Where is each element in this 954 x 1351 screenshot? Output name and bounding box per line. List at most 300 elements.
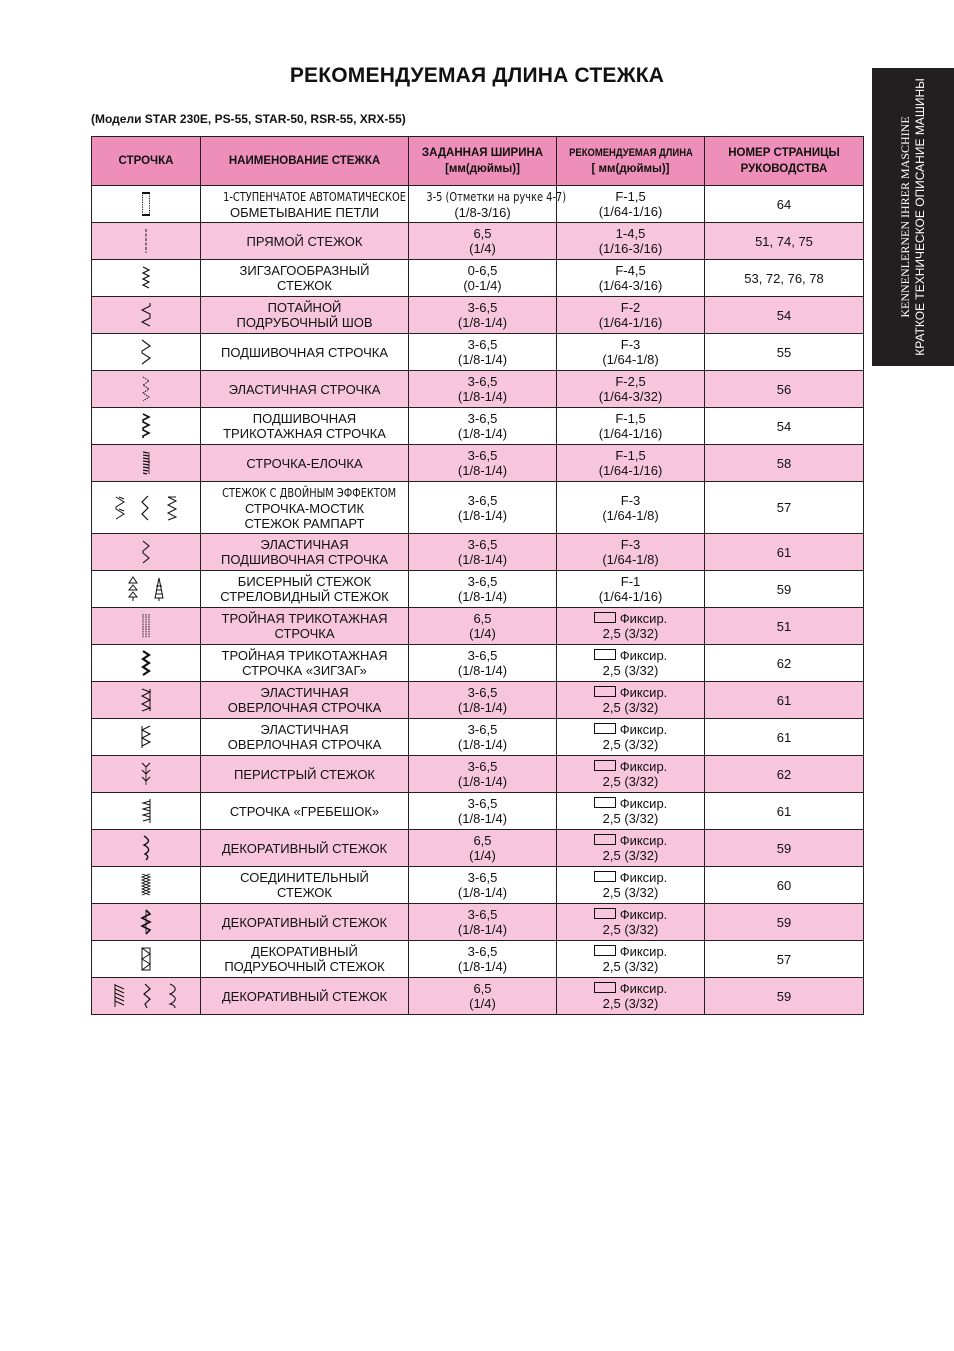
width-cell bbox=[409, 223, 557, 260]
decorative-a-icon bbox=[113, 983, 127, 1009]
manual-page-cell: 54 bbox=[705, 297, 864, 334]
stitch-name-line: ПОДШИВОЧНАЯ СТРОЧКА bbox=[220, 552, 389, 567]
manual-page-cell: 61 bbox=[705, 534, 864, 571]
length-cell bbox=[557, 756, 705, 793]
table-row bbox=[92, 371, 864, 408]
header-width-line-1: ЗАДАННАЯ ШИРИНА bbox=[421, 147, 544, 159]
width-value: (1/8-1/4) bbox=[457, 922, 508, 937]
length-value: F-1 bbox=[620, 574, 641, 589]
width-value: (1/8-1/4) bbox=[457, 737, 508, 752]
header-length-line-2: [ мм(дюймы)] bbox=[591, 163, 670, 175]
side-tab-line-2: КРАТКОЕ ТЕХНИЧЕСКОЕ ОПИСАНИЕ МАШИНЫ bbox=[913, 78, 927, 356]
stitch-icon-cell bbox=[92, 334, 201, 371]
stitch-name-cell bbox=[201, 978, 409, 1015]
fixed-setting-box-icon bbox=[594, 686, 616, 697]
stitch-name-cell bbox=[201, 260, 409, 297]
length-value: (1/64-1/16) bbox=[598, 589, 663, 604]
width-cell bbox=[409, 297, 557, 334]
width-value: (1/8-1/4) bbox=[457, 463, 508, 478]
width-cell bbox=[409, 867, 557, 904]
stitch-icon-cell bbox=[92, 645, 201, 682]
width-cell bbox=[409, 408, 557, 445]
fixed-setting-box-icon bbox=[594, 649, 616, 660]
manual-page-cell: 57 bbox=[705, 482, 864, 534]
knit-hem-icon bbox=[140, 413, 152, 439]
length-value: F-1,5 bbox=[615, 411, 646, 426]
stitch-name-line: БИСЕРНЫЙ СТЕЖОК bbox=[237, 574, 372, 589]
fixed-setting-box-icon bbox=[594, 945, 616, 956]
length-value: (1/64-1/8) bbox=[602, 352, 659, 367]
length-value: Фиксир. bbox=[559, 796, 702, 811]
stitch-icon-cell bbox=[92, 756, 201, 793]
fixed-setting-box-icon bbox=[594, 723, 616, 734]
stitch-name-cell bbox=[201, 904, 409, 941]
table-row bbox=[92, 867, 864, 904]
header-page-line-1: НОМЕР СТРАНИЦЫ bbox=[728, 147, 840, 159]
stitch-icon-cell bbox=[92, 978, 201, 1015]
stitch-name-line: ПЕРИСТРЫЙ СТЕЖОК bbox=[233, 766, 376, 782]
length-value: 1-4,5 bbox=[615, 226, 646, 241]
elastic-hem-icon bbox=[140, 539, 152, 565]
width-value: 6,5 bbox=[473, 611, 492, 626]
width-value: 3-6,5 bbox=[467, 411, 498, 426]
length-value: F-2 bbox=[620, 300, 641, 315]
stitch-name-cell bbox=[201, 645, 409, 682]
stitch-name-cell bbox=[201, 408, 409, 445]
decorative-stitch-2-icon bbox=[140, 909, 152, 935]
fixed-setting-box-icon bbox=[594, 797, 616, 808]
width-value: 3-6,5 bbox=[467, 685, 498, 700]
elastic-stitch-icon bbox=[140, 376, 152, 402]
length-value: Фиксир. bbox=[559, 759, 702, 774]
length-value: (1/64-1/16) bbox=[598, 315, 663, 330]
length-cell bbox=[557, 223, 705, 260]
length-cell bbox=[557, 334, 705, 371]
width-cell bbox=[409, 571, 557, 608]
manual-page-cell: 54 bbox=[705, 408, 864, 445]
table-row bbox=[92, 719, 864, 756]
table-row bbox=[92, 534, 864, 571]
length-value: (1/64-1/8) bbox=[602, 507, 659, 523]
stitch-icon-cell bbox=[92, 260, 201, 297]
length-value: 2,5 (3/32) bbox=[602, 700, 659, 715]
width-value: (1/8-1/4) bbox=[457, 389, 508, 404]
length-cell bbox=[557, 719, 705, 756]
models-subtitle: (Модели STAR 230E, PS-55, STAR-50, RSR-55, XRX-55) bbox=[91, 112, 406, 126]
stitch-icon-cell bbox=[92, 223, 201, 260]
width-value: (1/8-1/4) bbox=[457, 552, 508, 567]
length-value: Фиксир. bbox=[559, 981, 702, 996]
length-value: 2,5 (3/32) bbox=[602, 848, 659, 863]
length-value: (1/64-1/16) bbox=[598, 204, 663, 219]
width-value: 6,5 bbox=[473, 226, 492, 241]
stitch-name-line: СОЕДИНИТЕЛЬНЫЙ bbox=[240, 870, 369, 885]
manual-page-cell: 51, 74, 75 bbox=[705, 223, 864, 260]
length-value: (1/64-1/16) bbox=[598, 463, 663, 478]
width-value: (1/4) bbox=[469, 626, 496, 641]
header-name: НАИМЕНОВАНИЕ СТЕЖКА bbox=[201, 137, 409, 186]
table-row bbox=[92, 186, 864, 223]
side-section-tab bbox=[872, 68, 954, 366]
stitch-name-line: СТРОЧКА «ГРЕБЕШОК» bbox=[229, 803, 380, 819]
width-value: 3-6,5 bbox=[467, 722, 498, 737]
length-value: Фиксир. bbox=[559, 944, 702, 959]
stitch-name-line: ЭЛАСТИЧНАЯ bbox=[260, 537, 349, 552]
header-length bbox=[557, 137, 705, 186]
length-value: 2,5 (3/32) bbox=[602, 811, 659, 826]
stitch-name-cell bbox=[201, 223, 409, 260]
manual-page-cell: 61 bbox=[705, 793, 864, 830]
double-effect-icon bbox=[114, 495, 126, 521]
manual-page-cell: 64 bbox=[705, 186, 864, 223]
manual-page-cell: 61 bbox=[705, 682, 864, 719]
decorative-b-icon bbox=[141, 983, 153, 1009]
manual-page-cell: 59 bbox=[705, 830, 864, 867]
manual-page-cell: 55 bbox=[705, 334, 864, 371]
length-value: F-2,5 bbox=[615, 374, 646, 389]
manual-page-cell: 57 bbox=[705, 941, 864, 978]
fixed-setting-box-icon bbox=[594, 982, 616, 993]
manual-page-cell: 59 bbox=[705, 571, 864, 608]
length-value: Фиксир. bbox=[559, 870, 702, 885]
fixed-setting-box-icon bbox=[594, 908, 616, 919]
width-value: (1/8-1/4) bbox=[457, 663, 508, 678]
table-row bbox=[92, 297, 864, 334]
length-value: F-3 bbox=[620, 537, 641, 552]
length-cell bbox=[557, 682, 705, 719]
stitch-icon-cell bbox=[92, 793, 201, 830]
width-cell bbox=[409, 334, 557, 371]
stitch-name-cell bbox=[201, 445, 409, 482]
header-width-line-2: [мм(дюймы)] bbox=[445, 163, 520, 175]
table-row bbox=[92, 334, 864, 371]
length-value: 2,5 (3/32) bbox=[602, 959, 659, 974]
fixed-setting-box-icon bbox=[594, 871, 616, 882]
manual-page-cell: 60 bbox=[705, 867, 864, 904]
stitch-name-cell bbox=[201, 482, 409, 534]
length-cell bbox=[557, 186, 705, 223]
stitch-icon-cell bbox=[92, 371, 201, 408]
stitch-name-line: ПРЯМОЙ СТЕЖОК bbox=[246, 233, 363, 249]
stitch-name-line: СТРОЧКА «ЗИГЗАГ» bbox=[242, 663, 367, 678]
stitch-name-line: ДЕКОРАТИВНЫЙ bbox=[251, 944, 358, 959]
stitch-name-cell bbox=[201, 571, 409, 608]
fixed-setting-box-icon bbox=[594, 612, 616, 623]
stitch-name-line: СТРОЧКА-ЕЛОЧКА bbox=[246, 455, 363, 471]
width-value: (1/8-1/4) bbox=[457, 507, 508, 523]
table-row bbox=[92, 904, 864, 941]
stitch-name-line: ЭЛАСТИЧНАЯ bbox=[260, 722, 349, 737]
length-value: 2,5 (3/32) bbox=[602, 996, 659, 1011]
bridge-stitch-icon bbox=[140, 495, 152, 521]
stitch-name-line: СТЕЖОК bbox=[277, 278, 332, 293]
stitch-icon-cell bbox=[92, 186, 201, 223]
width-value: (1/8-1/4) bbox=[457, 885, 508, 900]
length-cell bbox=[557, 645, 705, 682]
triple-zigzag-icon bbox=[140, 650, 152, 676]
header-stitch: СТРОЧКА bbox=[92, 137, 201, 186]
stitch-name-line: СТРОЧКА-МОСТИК bbox=[244, 500, 365, 516]
header-width bbox=[409, 137, 557, 186]
width-cell bbox=[409, 978, 557, 1015]
length-cell bbox=[557, 371, 705, 408]
width-cell bbox=[409, 719, 557, 756]
width-cell bbox=[409, 445, 557, 482]
width-value: 0-6,5 bbox=[467, 263, 498, 278]
buttonhole-icon bbox=[141, 192, 151, 216]
length-value: Фиксир. bbox=[559, 833, 702, 848]
table-row bbox=[92, 645, 864, 682]
stitch-name-cell bbox=[201, 682, 409, 719]
width-cell bbox=[409, 371, 557, 408]
stitch-name-line: ТРОЙНАЯ ТРИКОТАЖНАЯ bbox=[221, 648, 388, 663]
decorative-stitch-icon bbox=[140, 835, 152, 861]
stitch-name-cell bbox=[201, 534, 409, 571]
zigzag-icon bbox=[140, 266, 152, 290]
stitch-name-cell bbox=[201, 371, 409, 408]
stitch-name-line: ТРОЙНАЯ ТРИКОТАЖНАЯ bbox=[221, 611, 388, 626]
length-value: F-4,5 bbox=[615, 263, 646, 278]
length-value: Фиксир. bbox=[559, 685, 702, 700]
stitch-name-line: ДЕКОРАТИВНЫЙ СТЕЖОК bbox=[221, 840, 388, 856]
length-value: (1/16-3/16) bbox=[598, 241, 663, 256]
width-value: 3-6,5 bbox=[467, 648, 498, 663]
table-header-row bbox=[92, 137, 864, 186]
width-value: (1/8-1/4) bbox=[457, 774, 508, 789]
manual-page-cell: 58 bbox=[705, 445, 864, 482]
stitch-name-cell bbox=[201, 830, 409, 867]
stitch-name-line: СТЕЖОК С ДВОЙНЫМ ЭФФЕКТОМ bbox=[222, 485, 397, 500]
width-value: (1/8-1/4) bbox=[457, 426, 508, 441]
stitch-icon-cell bbox=[92, 534, 201, 571]
header-page-line-2: РУКОВОДСТВА bbox=[740, 163, 828, 175]
manual-page-cell: 62 bbox=[705, 645, 864, 682]
stitch-icon-cell bbox=[92, 297, 201, 334]
width-value: (1/8-1/4) bbox=[457, 959, 508, 974]
width-value: 3-6,5 bbox=[467, 337, 498, 352]
stitch-icon-cell bbox=[92, 608, 201, 645]
length-value: 2,5 (3/32) bbox=[602, 922, 659, 937]
width-value: 3-6,5 bbox=[467, 796, 498, 811]
stitch-icon-cell bbox=[92, 682, 201, 719]
length-value: (1/64-3/16) bbox=[598, 278, 663, 293]
width-cell bbox=[409, 534, 557, 571]
table-row bbox=[92, 482, 864, 534]
connecting-stitch-icon bbox=[140, 872, 152, 898]
width-value: (1/8-1/4) bbox=[457, 589, 508, 604]
header-length-line-1: РЕКОМЕНДУЕМАЯ ДЛИНА bbox=[569, 147, 693, 159]
table-row bbox=[92, 445, 864, 482]
stitch-name-line: ДЕКОРАТИВНЫЙ СТЕЖОК bbox=[221, 914, 388, 930]
width-cell bbox=[409, 608, 557, 645]
arrow-stitch-icon bbox=[153, 576, 165, 602]
straight-stitch-icon bbox=[144, 229, 148, 253]
fixed-setting-box-icon bbox=[594, 834, 616, 845]
width-value: 3-6,5 bbox=[467, 944, 498, 959]
length-value: (1/64-3/32) bbox=[598, 389, 663, 404]
width-cell bbox=[409, 260, 557, 297]
fixed-setting-box-icon bbox=[594, 760, 616, 771]
elastic-overlock-icon bbox=[140, 687, 152, 713]
length-value: F-1,5 bbox=[615, 448, 646, 463]
stitch-name-cell bbox=[201, 756, 409, 793]
table-row bbox=[92, 408, 864, 445]
side-tab-line-1: KENNENLERNEN IHRER MASCHINE bbox=[898, 116, 912, 318]
width-cell bbox=[409, 793, 557, 830]
triple-knit-icon bbox=[141, 613, 151, 639]
stitch-name-line: ДЕКОРАТИВНЫЙ СТЕЖОК bbox=[221, 988, 388, 1004]
feather-stitch-icon bbox=[140, 761, 152, 787]
length-cell bbox=[557, 260, 705, 297]
width-cell bbox=[409, 186, 567, 223]
header-page bbox=[705, 137, 864, 186]
length-cell bbox=[557, 297, 705, 334]
stitch-name-line: ПОДРУБОЧНЫЙ СТЕЖОК bbox=[224, 959, 385, 974]
manual-page-cell: 51 bbox=[705, 608, 864, 645]
width-value: 6,5 bbox=[473, 833, 492, 848]
width-cell bbox=[409, 682, 557, 719]
width-value: 3-6,5 bbox=[467, 492, 498, 508]
table-row bbox=[92, 793, 864, 830]
stitch-name-cell bbox=[201, 186, 409, 223]
table-row bbox=[92, 682, 864, 719]
width-value: (1/8-1/4) bbox=[457, 811, 508, 826]
length-value: Фиксир. bbox=[559, 648, 702, 663]
width-value: 3-6,5 bbox=[467, 870, 498, 885]
stitch-name-line: ЗИГЗАГООБРАЗНЫЙ bbox=[239, 263, 370, 278]
width-value: (1/8-1/4) bbox=[457, 700, 508, 715]
table-row bbox=[92, 978, 864, 1015]
length-cell bbox=[557, 608, 705, 645]
width-value: 3-6,5 bbox=[467, 448, 498, 463]
stitch-name-line: ОБМЕТЫВАНИЕ ПЕТЛИ bbox=[229, 204, 380, 220]
length-value: Фиксир. bbox=[559, 722, 702, 737]
length-cell bbox=[557, 482, 705, 534]
width-value: (0-1/4) bbox=[463, 278, 502, 293]
hemming-icon bbox=[140, 339, 152, 365]
stitch-name-line: СТРОЧКА bbox=[274, 626, 335, 641]
width-value: (1/8-1/4) bbox=[457, 352, 508, 367]
length-cell bbox=[557, 867, 705, 904]
length-value: Фиксир. bbox=[559, 611, 702, 626]
table-row bbox=[92, 260, 864, 297]
length-value: (1/64-1/16) bbox=[598, 426, 663, 441]
bead-stitch-icon bbox=[127, 576, 139, 602]
manual-page-cell: 61 bbox=[705, 719, 864, 756]
length-value: 2,5 (3/32) bbox=[602, 885, 659, 900]
width-value: 3-6,5 bbox=[467, 537, 498, 552]
stitch-name-cell bbox=[201, 793, 409, 830]
table-row bbox=[92, 223, 864, 260]
manual-page-cell: 59 bbox=[705, 904, 864, 941]
length-cell bbox=[557, 941, 705, 978]
blind-hem-icon bbox=[140, 302, 152, 328]
stitch-name-line: СТЕЖОК bbox=[277, 885, 332, 900]
herringbone-icon bbox=[140, 450, 152, 476]
width-value: 3-6,5 bbox=[467, 759, 498, 774]
length-cell bbox=[557, 445, 705, 482]
stitch-name-cell bbox=[201, 941, 409, 978]
length-value: F-3 bbox=[620, 337, 641, 352]
width-cell bbox=[409, 830, 557, 867]
stitch-name-cell bbox=[201, 608, 409, 645]
length-value: 2,5 (3/32) bbox=[602, 774, 659, 789]
stitch-name-line: СТРЕЛОВИДНЫЙ СТЕЖОК bbox=[220, 589, 389, 604]
width-cell bbox=[409, 904, 557, 941]
stitch-name-line: ОВЕРЛОЧНАЯ СТРОЧКА bbox=[227, 700, 382, 715]
stitch-name-cell bbox=[201, 719, 409, 756]
width-cell bbox=[409, 941, 557, 978]
stitch-icon-cell bbox=[92, 830, 201, 867]
stitch-icon-cell bbox=[92, 482, 201, 534]
manual-page-cell: 59 bbox=[705, 978, 864, 1015]
length-cell bbox=[557, 830, 705, 867]
stitch-name-cell bbox=[201, 297, 409, 334]
length-value: 2,5 (3/32) bbox=[602, 626, 659, 641]
width-value: (1/4) bbox=[469, 996, 496, 1011]
width-cell bbox=[409, 756, 557, 793]
length-cell bbox=[557, 793, 705, 830]
stitch-icon-cell bbox=[92, 719, 201, 756]
width-value: 3-6,5 bbox=[467, 374, 498, 389]
stitch-name-line: ПОДШИВОЧНАЯ СТРОЧКА bbox=[220, 344, 389, 360]
stitch-name-line: ПОДШИВОЧНАЯ bbox=[252, 411, 357, 426]
width-value: 3-5 (Отметки на ручке 4-7) bbox=[426, 189, 567, 204]
stitch-name-cell bbox=[201, 334, 409, 371]
stitch-name-cell bbox=[201, 867, 409, 904]
length-value: F-3 bbox=[620, 492, 641, 508]
rampart-icon bbox=[166, 495, 178, 521]
stitch-name-line: ЭЛАСТИЧНАЯ bbox=[260, 685, 349, 700]
length-cell bbox=[557, 534, 705, 571]
manual-page-cell: 53, 72, 76, 78 bbox=[705, 260, 864, 297]
width-cell bbox=[409, 645, 557, 682]
stitch-name-line: 1-СТУПЕНЧАТОЕ АВТОМАТИЧЕСКОЕ bbox=[223, 189, 406, 204]
manual-page-cell: 56 bbox=[705, 371, 864, 408]
manual-page-cell: 62 bbox=[705, 756, 864, 793]
stitch-icon-cell bbox=[92, 571, 201, 608]
stitch-icon-cell bbox=[92, 408, 201, 445]
length-value: F-1,5 bbox=[615, 189, 646, 204]
stitch-name-line: ПОДРУБОЧНЫЙ ШОВ bbox=[236, 315, 373, 330]
length-cell bbox=[557, 408, 705, 445]
comb-stitch-icon bbox=[140, 798, 152, 824]
stitch-name-line: ОВЕРЛОЧНАЯ СТРОЧКА bbox=[227, 737, 382, 752]
width-value: (1/4) bbox=[469, 241, 496, 256]
width-value: (1/4) bbox=[469, 848, 496, 863]
width-value: 3-6,5 bbox=[467, 300, 498, 315]
table-row bbox=[92, 830, 864, 867]
elastic-overlock-2-icon bbox=[140, 724, 152, 750]
length-cell bbox=[557, 978, 705, 1015]
length-value: Фиксир. bbox=[559, 907, 702, 922]
stitch-icon-cell bbox=[92, 445, 201, 482]
decorative-c-icon bbox=[167, 983, 179, 1009]
width-value: (1/8-1/4) bbox=[457, 315, 508, 330]
decorative-hem-icon bbox=[140, 946, 152, 972]
table-row bbox=[92, 941, 864, 978]
length-cell bbox=[557, 904, 705, 941]
width-value: 3-6,5 bbox=[467, 574, 498, 589]
width-value: 3-6,5 bbox=[467, 907, 498, 922]
width-value: (1/8-3/16) bbox=[454, 204, 511, 220]
length-value: 2,5 (3/32) bbox=[602, 737, 659, 752]
stitch-name-line: ЭЛАСТИЧНАЯ СТРОЧКА bbox=[228, 381, 381, 397]
stitch-icon-cell bbox=[92, 941, 201, 978]
table-row bbox=[92, 608, 864, 645]
width-value: 6,5 bbox=[473, 981, 492, 996]
length-value: (1/64-1/8) bbox=[602, 552, 659, 567]
